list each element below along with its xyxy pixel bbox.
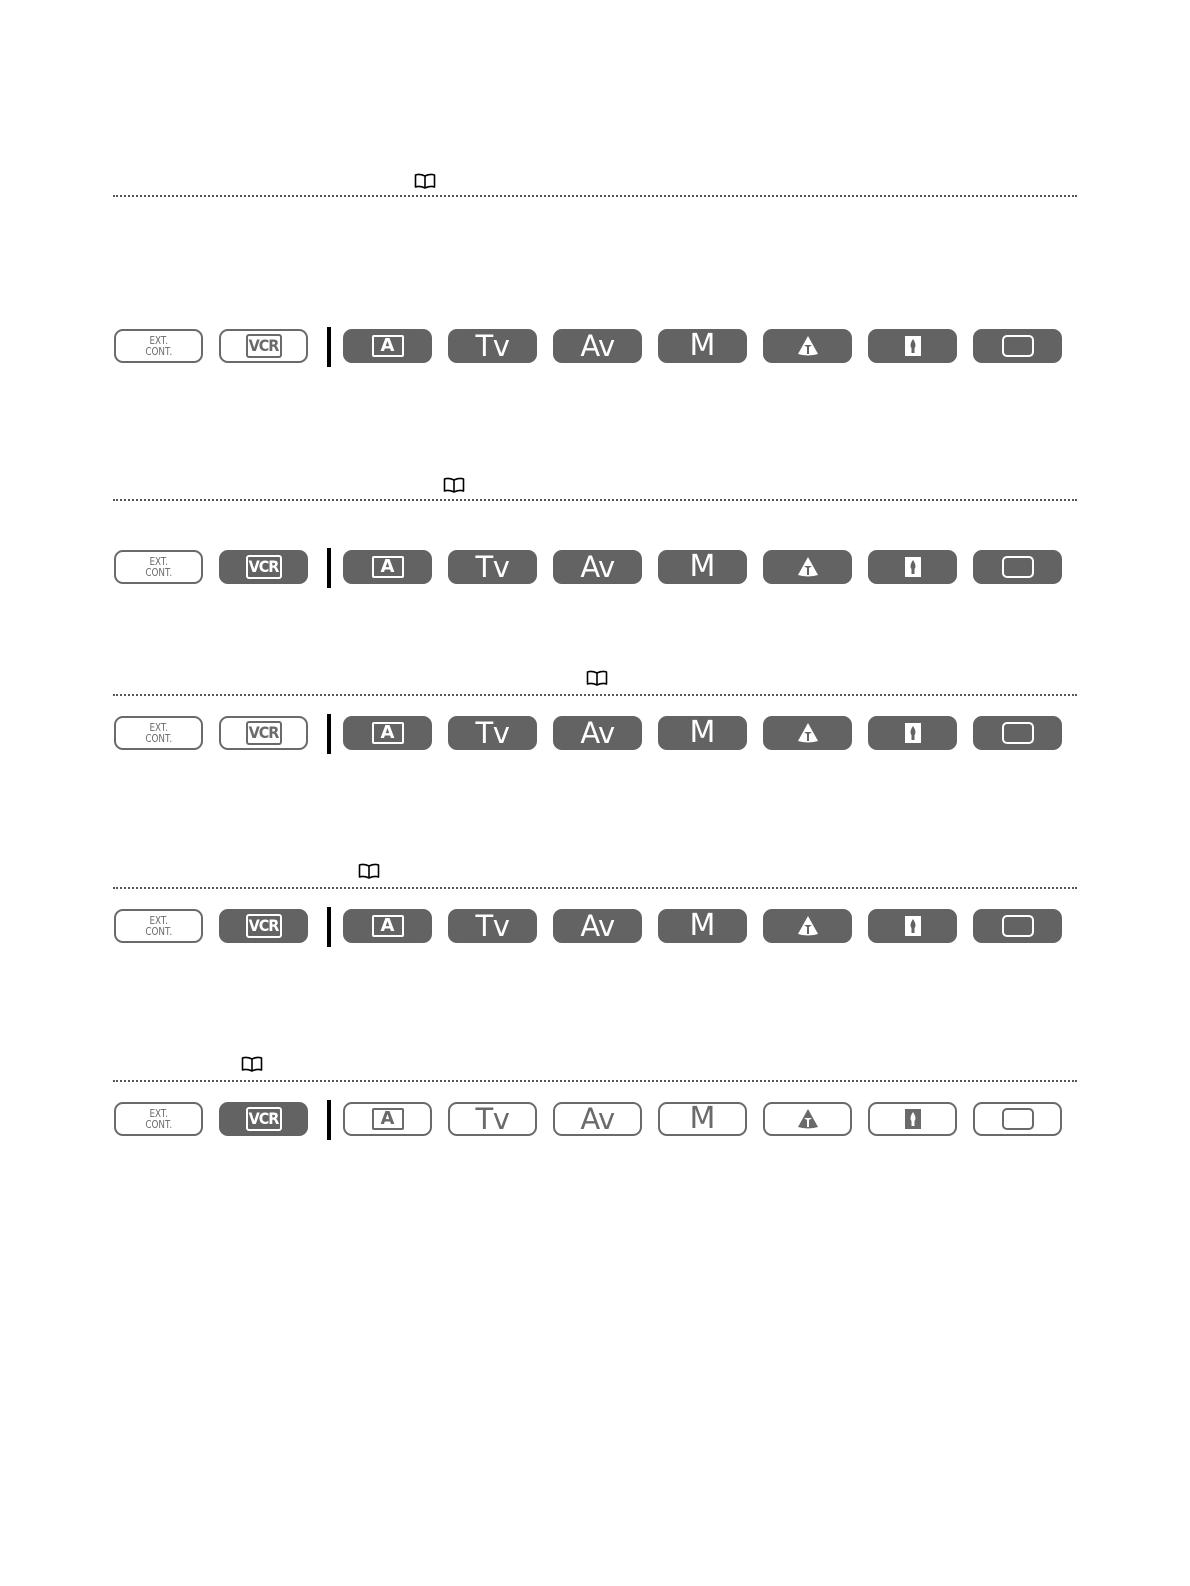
spotlight-scene-mode	[763, 716, 852, 750]
dotted-rule	[113, 1080, 1077, 1082]
spotlight-scene-icon	[796, 914, 820, 938]
manual-label: M	[689, 328, 716, 363]
book-icon	[443, 477, 465, 493]
mode-separator	[327, 548, 331, 588]
manual-mode	[658, 716, 747, 750]
blank-rectangle-icon	[1002, 722, 1034, 744]
ext-cont-mode	[114, 1102, 203, 1136]
book-icon	[586, 670, 608, 686]
candle-scene-mode	[868, 329, 957, 363]
blank-rectangle-icon	[1002, 335, 1034, 357]
av-label: Av	[580, 549, 615, 584]
auto-mode	[343, 550, 432, 584]
tv-mode	[448, 716, 537, 750]
mode-separator	[327, 1100, 331, 1140]
ext-cont-mode	[114, 909, 203, 943]
manual-label: M	[689, 1101, 716, 1136]
av-mode	[553, 550, 642, 584]
tv-label: Tv	[475, 549, 510, 584]
mode-row	[0, 329, 1190, 367]
spotlight-scene-mode	[763, 329, 852, 363]
ext-cont-mode	[114, 550, 203, 584]
candle-scene-mode	[868, 1102, 957, 1136]
blank-rectangle-mode	[973, 716, 1062, 750]
book-icon	[241, 1056, 263, 1072]
ext-label-line2: CONT.	[145, 732, 172, 745]
mode-separator	[327, 714, 331, 754]
av-label: Av	[580, 328, 615, 363]
auto-label: A	[372, 1108, 404, 1130]
spotlight-scene-mode	[763, 909, 852, 943]
blank-rectangle-mode	[973, 550, 1062, 584]
mode-separator	[327, 907, 331, 947]
candle-scene-icon	[903, 334, 923, 358]
vcr-mode	[219, 1102, 308, 1136]
auto-mode	[343, 716, 432, 750]
auto-mode	[343, 909, 432, 943]
manual-label: M	[689, 715, 716, 750]
tv-label: Tv	[475, 908, 510, 943]
av-label: Av	[580, 715, 615, 750]
ext-label-line2: CONT.	[145, 925, 172, 938]
ext-cont-mode	[114, 716, 203, 750]
blank-rectangle-mode	[973, 909, 1062, 943]
vcr-mode	[219, 716, 308, 750]
av-mode	[553, 909, 642, 943]
vcr-label: VCR	[246, 334, 282, 358]
dotted-rule	[113, 887, 1077, 889]
mode-row	[0, 550, 1190, 588]
candle-scene-icon	[903, 914, 923, 938]
vcr-mode	[219, 329, 308, 363]
manual-mode	[658, 550, 747, 584]
manual-mode	[658, 1102, 747, 1136]
candle-scene-mode	[868, 550, 957, 584]
vcr-mode	[219, 909, 308, 943]
vcr-label: VCR	[246, 914, 282, 938]
mode-row	[0, 716, 1190, 754]
ext-label-line2: CONT.	[145, 1118, 172, 1131]
candle-scene-icon	[903, 721, 923, 745]
candle-scene-icon	[903, 555, 923, 579]
ext-label-line1: EXT.	[149, 721, 168, 734]
dotted-rule	[113, 694, 1077, 696]
blank-rectangle-icon	[1002, 556, 1034, 578]
vcr-label: VCR	[246, 721, 282, 745]
ext-label-line2: CONT.	[145, 345, 172, 358]
candle-scene-icon	[903, 1107, 923, 1131]
ext-label-line2: CONT.	[145, 566, 172, 579]
auto-label: A	[372, 722, 404, 744]
spotlight-scene-icon	[796, 334, 820, 358]
auto-label: A	[372, 556, 404, 578]
tv-mode	[448, 550, 537, 584]
book-icon	[414, 173, 436, 189]
mode-row	[0, 909, 1190, 947]
tv-mode	[448, 329, 537, 363]
auto-mode	[343, 329, 432, 363]
ext-label-line1: EXT.	[149, 1107, 168, 1120]
tv-mode	[448, 909, 537, 943]
tv-label: Tv	[475, 715, 510, 750]
tv-label: Tv	[475, 1101, 510, 1136]
candle-scene-mode	[868, 909, 957, 943]
ext-label-line1: EXT.	[149, 555, 168, 568]
spotlight-scene-icon	[796, 555, 820, 579]
av-label: Av	[580, 908, 615, 943]
blank-rectangle-mode	[973, 1102, 1062, 1136]
ext-cont-mode	[114, 329, 203, 363]
spotlight-scene-mode	[763, 550, 852, 584]
dotted-rule	[113, 499, 1077, 501]
manual-mode	[658, 329, 747, 363]
vcr-mode	[219, 550, 308, 584]
auto-label: A	[372, 335, 404, 357]
candle-scene-mode	[868, 716, 957, 750]
manual-mode	[658, 909, 747, 943]
av-mode	[553, 329, 642, 363]
av-mode	[553, 716, 642, 750]
mode-separator	[327, 327, 331, 367]
tv-label: Tv	[475, 328, 510, 363]
auto-mode	[343, 1102, 432, 1136]
spotlight-scene-mode	[763, 1102, 852, 1136]
tv-mode	[448, 1102, 537, 1136]
ext-label-line1: EXT.	[149, 334, 168, 347]
mode-row	[0, 1102, 1190, 1140]
dotted-rule	[113, 195, 1077, 197]
av-mode	[553, 1102, 642, 1136]
ext-label-line1: EXT.	[149, 914, 168, 927]
manual-label: M	[689, 908, 716, 943]
manual-label: M	[689, 549, 716, 584]
vcr-label: VCR	[246, 1107, 282, 1131]
book-icon	[358, 863, 380, 879]
spotlight-scene-icon	[796, 1107, 820, 1131]
auto-label: A	[372, 915, 404, 937]
blank-rectangle-icon	[1002, 1108, 1034, 1130]
blank-rectangle-icon	[1002, 915, 1034, 937]
av-label: Av	[580, 1101, 615, 1136]
vcr-label: VCR	[246, 555, 282, 579]
blank-rectangle-mode	[973, 329, 1062, 363]
spotlight-scene-icon	[796, 721, 820, 745]
